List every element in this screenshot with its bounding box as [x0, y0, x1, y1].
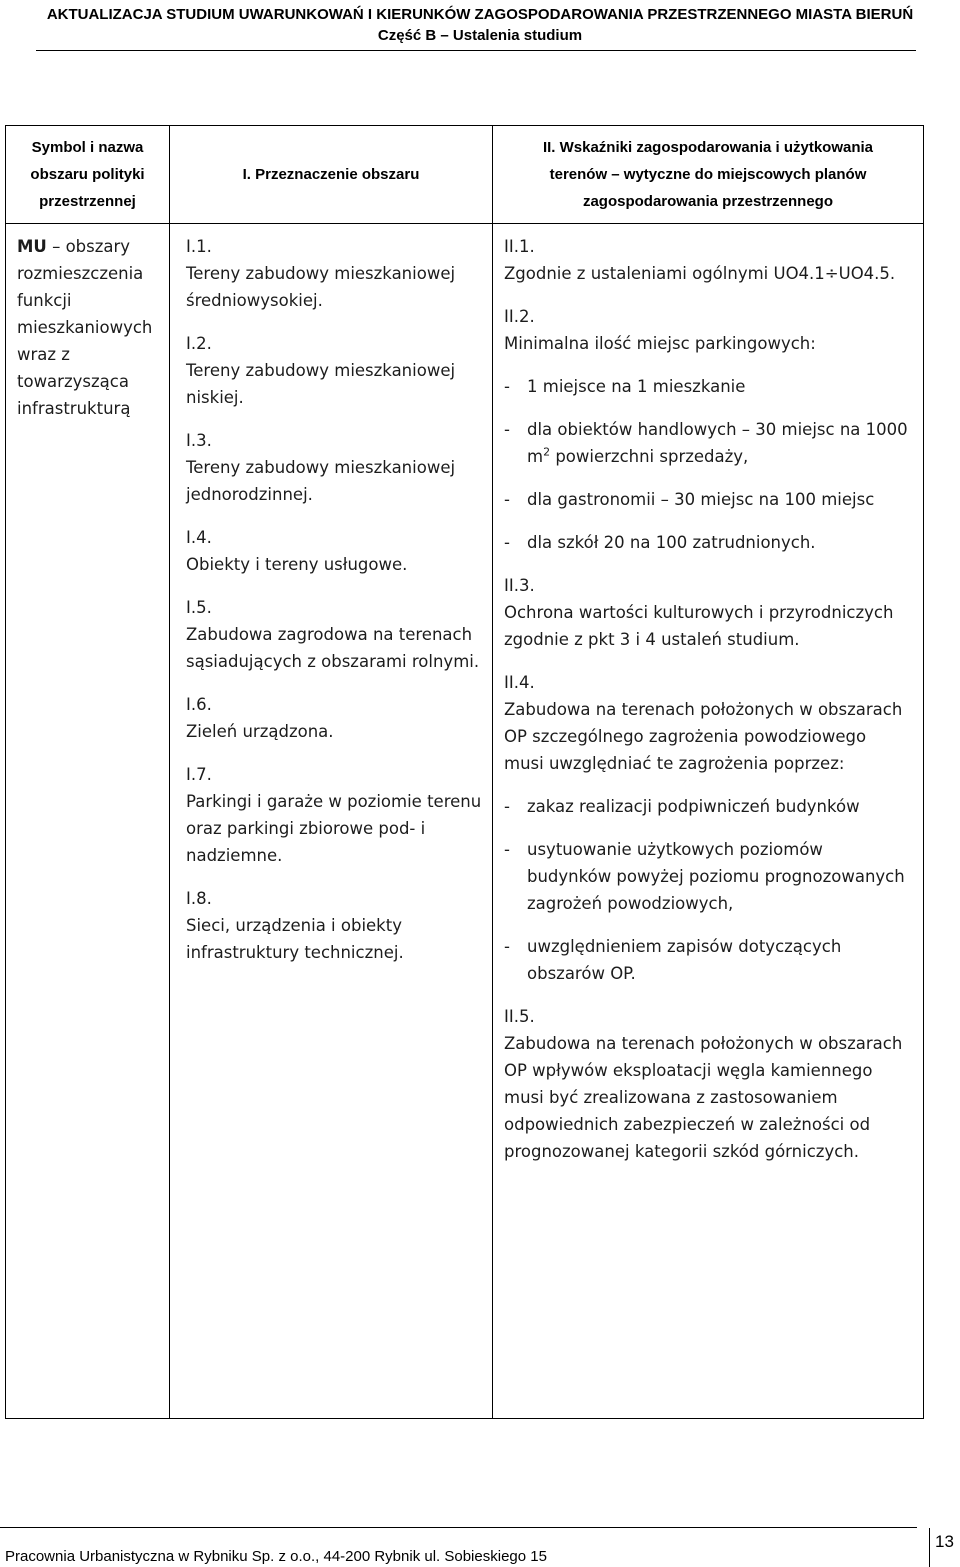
header-line: I. Przeznaczenie obszaru — [242, 166, 420, 183]
policy-table — [5, 125, 924, 1419]
item-text: Parkingi i garaże w poziomie terenu oraz parkingi zbiorowe pod- i nadziemne. — [186, 792, 482, 865]
list-item: - dla gastronomii – 30 miejsc na 100 miejsc — [504, 486, 909, 513]
list-item-text — [527, 416, 909, 470]
column-header-przeznaczenie — [170, 126, 492, 223]
section-text: Minimalna ilość miejsc parkingowych: — [504, 334, 816, 353]
list-item-text: dla gastronomii – 30 miejsc na 100 miejsc — [527, 490, 875, 509]
header-line: terenów – wytyczne do miejscowych planów — [549, 166, 867, 183]
item-number: I.4. — [186, 528, 212, 547]
item-number: I.2. — [186, 334, 212, 353]
item-number: I.1. — [186, 237, 212, 256]
item-text: Zabudowa zagrodowa na terenach sąsiadujących z obszarami rolnymi. — [186, 625, 480, 671]
list-item-text-part: powierzchni sprzedaży, — [550, 447, 749, 466]
section-number: II.1. — [504, 237, 535, 256]
header-line: zagospodarowania przestrzennego — [582, 193, 834, 210]
section-text: Ochrona wartości kulturowych i przyrodniczych zgodnie z pkt 3 i 4 ustaleń studium. — [504, 603, 894, 649]
item-text: Obiekty i tereny usługowe. — [186, 555, 408, 574]
header-line: obszaru polityki — [30, 166, 145, 183]
section-text: Zgodnie z ustaleniami ogólnymi UO4.1÷UO4.5. — [504, 264, 896, 283]
item-number: I.8. — [186, 889, 212, 908]
column-header-wskazniki — [493, 126, 923, 223]
header-subtitle: Część B – Ustalenia studium — [377, 27, 583, 44]
header-line: II. Wskaźniki zagospodarowania i użytkowania — [542, 139, 874, 156]
header-line: przestrzennej — [39, 193, 136, 210]
section-number: II.2. — [504, 307, 535, 326]
superscript: 2 — [543, 445, 551, 459]
header-line: Symbol i nazwa — [31, 139, 144, 156]
footer-text: Pracownia Urbanistyczna w Rybniku Sp. z o.o., 44-200 Rybnik ul. Sobieskiego 15 — [5, 1548, 547, 1565]
item-text: Tereny zabudowy mieszkaniowej niskiej. — [186, 361, 456, 407]
header-title: AKTUALIZACJA STUDIUM UWARUNKOWAŃ I KIERUNKÓW ZAGOSPODAROWANIA PRZESTRZENNEGO MIASTA BIERUŃ — [46, 6, 914, 23]
section-number: II.5. — [504, 1007, 535, 1026]
section-number: II.3. — [504, 576, 535, 595]
item-text: Tereny zabudowy mieszkaniowej średniowysokiej. — [186, 264, 456, 310]
list-item-text: uwzględnieniem zapisów dotyczących obszarów OP. — [527, 937, 842, 983]
list-item-text: dla szkół 20 na 100 zatrudnionych. — [527, 533, 816, 552]
symbol-text — [17, 233, 167, 422]
item-number: I.7. — [186, 765, 212, 784]
section-text: Zabudowa na terenach położonych w obszarach OP wpływów eksploatacji węgla kamiennego musi być zrealizowana z zastosowaniem odpowiednich zabezpieczeń w zależności od prognozowanej kategorii szkód górniczych. — [504, 1034, 903, 1161]
list-item-text: usytuowanie użytkowych poziomów budynków powyżej poziomu prognozowanych zagrożeń powodziowych, — [527, 840, 905, 913]
list-item: - usytuowanie użytkowych poziomów budynków powyżej poziomu prognozowanych zagrożeń powodziowych, — [504, 836, 909, 917]
list-item: - dla szkół 20 na 100 zatrudnionych. — [504, 529, 909, 556]
item-number: I.5. — [186, 598, 212, 617]
header-row-divider — [6, 223, 923, 224]
footer-divider — [929, 1528, 930, 1567]
przeznaczenie-cell — [186, 233, 486, 982]
list-item-text: zakaz realizacji podpiwniczeń budynków — [527, 797, 860, 816]
wskazniki-cell — [504, 233, 909, 1181]
item-text: Tereny zabudowy mieszkaniowej jednorodzinnej. — [186, 458, 456, 504]
item-number: I.6. — [186, 695, 212, 714]
header-rule — [36, 50, 916, 51]
list-item-text-part: dla obiektów handlowych – 30 miejsc na 1000 m — [527, 420, 908, 466]
list-item: - 1 miejsce na 1 mieszkanie — [504, 373, 909, 400]
symbol-cell — [17, 233, 167, 422]
column-header-symbol — [6, 126, 169, 223]
list-item-text: 1 miejsce na 1 mieszkanie — [527, 377, 746, 396]
item-number: I.3. — [186, 431, 212, 450]
document-header — [0, 4, 960, 46]
section-text: Zabudowa na terenach położonych w obszarach OP szczególnego zagrożenia powodziowego musi uwzględniać te zagrożenia poprzez: — [504, 700, 903, 773]
column-divider-2 — [492, 126, 493, 1418]
page-number: 13 — [935, 1532, 954, 1551]
footer-rule — [0, 1527, 917, 1528]
list-item: - zakaz realizacji podpiwniczeń budynków — [504, 793, 909, 820]
section-number: II.4. — [504, 673, 535, 692]
symbol-name: – obszary rozmieszczenia funkcji mieszkaniowych wraz z towarzysząca infrastrukturą — [17, 237, 153, 418]
item-text: Sieci, urządzenia i obiekty infrastruktury technicznej. — [186, 916, 404, 962]
list-item: - dla obiektów handlowych – 30 miejsc na 1000 $m^2$ powierzchni sprzedaży, — [504, 416, 909, 470]
column-divider-1 — [169, 126, 170, 1418]
list-item: - uwzględnieniem zapisów dotyczących obszarów OP. — [504, 933, 909, 987]
item-text: Zieleń urządzona. — [186, 722, 334, 741]
symbol-code: MU — [17, 237, 47, 256]
